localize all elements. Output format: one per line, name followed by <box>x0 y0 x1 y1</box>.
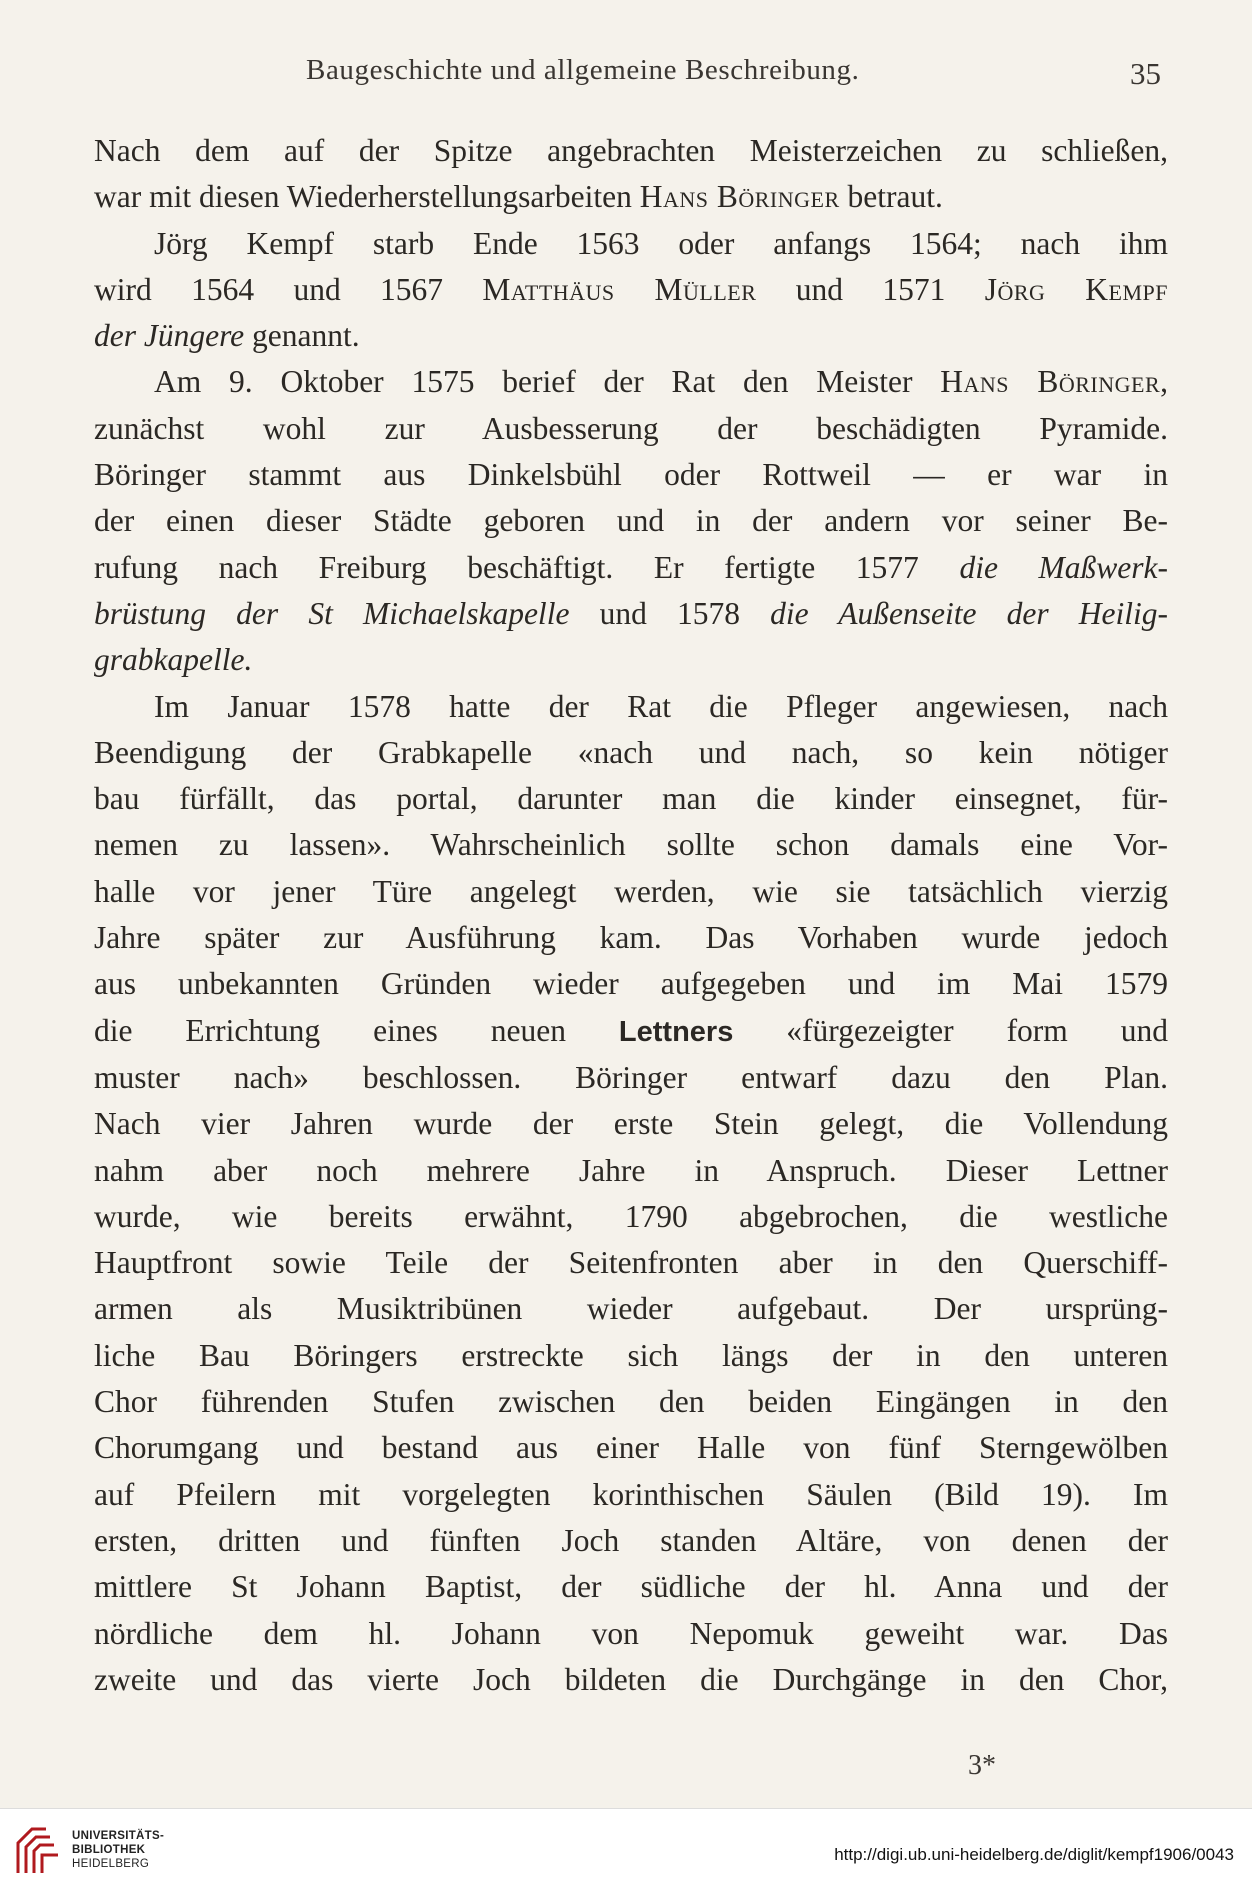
page-number: 35 <box>1130 56 1161 91</box>
paragraph-2 <box>94 221 1168 360</box>
text-line: Chorumgang und bestand aus einer Halle von fünf Sterngewölben <box>94 1430 1168 1466</box>
text-line: auf Pfeilern mit vorgelegten korinthischen Säulen (Bild 19). Im <box>94 1476 1168 1512</box>
person-name: Hans Böringer <box>639 179 840 215</box>
text-line: muster nach» beschlossen. Böringer entwarf dazu den Plan. <box>94 1059 1168 1095</box>
library-logo-icon <box>12 1823 62 1879</box>
paragraph-3 <box>94 359 1168 683</box>
paragraph-1 <box>94 128 1168 221</box>
text-line: ersten, dritten und fünften Joch standen Altäre, von denen der <box>94 1522 1168 1558</box>
text-line: brüstung der St Michaelskapelle und 1578 die Außenseite der Heilig- <box>94 595 1168 631</box>
text-line: aus unbekannten Gründen wieder aufgegeben und im Mai 1579 <box>94 966 1168 1002</box>
text-line: Jahre später zur Ausführung kam. Das Vorhaben wurde jedoch <box>94 920 1168 956</box>
italic-phrase: brüstung der St Michaelskapelle <box>94 595 570 631</box>
text-line: Hauptfront sowie Teile der Seitenfronten aber in den Querschiff- <box>94 1245 1168 1281</box>
running-head-title: Baugeschichte und allgemeine Beschreibung. <box>306 54 860 86</box>
text-line: armen als Musiktribünen wieder aufgebaut. Der ursprüng- <box>94 1291 1168 1327</box>
text-line: wird 1564 und 1567 Matthäus Müller und 1571 Jörg Kempf <box>94 271 1168 307</box>
text-line: mittlere St Johann Baptist, der südliche der hl. Anna und der <box>94 1569 1168 1605</box>
text-line: Im Januar 1578 hatte der Rat die Pfleger angewiesen, nach <box>154 688 1168 724</box>
text-line: Nach dem auf der Spitze angebrachten Meisterzeichen zu schließen, <box>94 133 1168 168</box>
text-line: nahm aber noch mehrere Jahre in Anspruch. Dieser Lettner <box>94 1152 1168 1188</box>
text-line: Beendigung der Grabkapelle «nach und nach, so kein nötiger <box>94 734 1168 770</box>
person-name: Matthäus Müller <box>482 271 757 307</box>
signature-mark: 3* <box>968 1750 996 1781</box>
text-line: Jörg Kempf starb Ende 1563 oder anfangs 1564; nach ihm <box>154 225 1168 261</box>
text-line: die Errichtung eines neuen Lettners «fürgezeigter form und <box>94 1012 1168 1048</box>
text-line: war mit diesen Wiederherstellungsarbeiten Hans Böringer betraut. <box>94 179 943 215</box>
text-line: Am 9. Oktober 1575 berief der Rat den Meister Hans Böringer, <box>154 364 1168 400</box>
text-line: zweite und das vierte Joch bildeten die Durchgänge in den Chor, <box>94 1661 1168 1697</box>
text-line: wurde, wie bereits erwähnt, 1790 abgebrochen, die westliche <box>94 1198 1168 1234</box>
text-line: grabkapelle. <box>94 642 253 678</box>
text-line: nördliche dem hl. Johann von Nepomuk geweiht war. Das <box>94 1615 1168 1651</box>
emphasized-term: Lettners <box>618 1015 734 1048</box>
text-line: nemen zu lassen». Wahrscheinlich sollte schon damals eine Vor- <box>94 827 1168 863</box>
running-head <box>0 54 1252 94</box>
footer-bar <box>0 1808 1252 1899</box>
body-text <box>94 128 1168 1703</box>
person-name: Hans Böringer <box>940 364 1161 400</box>
text-line: Böringer stammt aus Dinkelsbühl oder Rottweil — er war in <box>94 457 1168 493</box>
text-line: zunächst wohl zur Ausbesserung der beschädigten Pyramide. <box>94 410 1168 446</box>
italic-phrase: die Außenseite der Heilig- <box>770 595 1168 631</box>
text-line: bau fürfällt, das portal, darunter man die kinder einsegnet, für- <box>94 781 1168 817</box>
paragraph-4 <box>94 684 1168 1704</box>
text-line: der einen dieser Städte geboren und in der andern vor seiner Be- <box>94 503 1168 539</box>
italic-phrase: der Jüngere <box>94 318 245 354</box>
text-line: halle vor jener Türe angelegt werden, wie sie tatsächlich vierzig <box>94 873 1168 909</box>
text-line: liche Bau Böringers erstreckte sich längs der in den unteren <box>94 1337 1168 1373</box>
source-url-link[interactable]: http://digi.ub.uni-heidelberg.de/diglit/kempf1906/0043 <box>834 1845 1234 1864</box>
italic-phrase: die Maßwerk- <box>959 549 1168 585</box>
text-line: Chor führenden Stufen zwischen den beiden Eingängen in den <box>94 1384 1168 1420</box>
person-name: Jörg Kempf <box>984 271 1168 307</box>
text-line: rufung nach Freiburg beschäftigt. Er fertigte 1577 die Maßwerk- <box>94 549 1168 585</box>
text-line: der Jüngere genannt. <box>94 318 360 354</box>
text-line: Nach vier Jahren wurde der erste Stein gelegt, die Vollendung <box>94 1106 1168 1142</box>
library-name: UNIVERSITÄTS- BIBLIOTHEK HEIDELBERG <box>72 1830 165 1870</box>
